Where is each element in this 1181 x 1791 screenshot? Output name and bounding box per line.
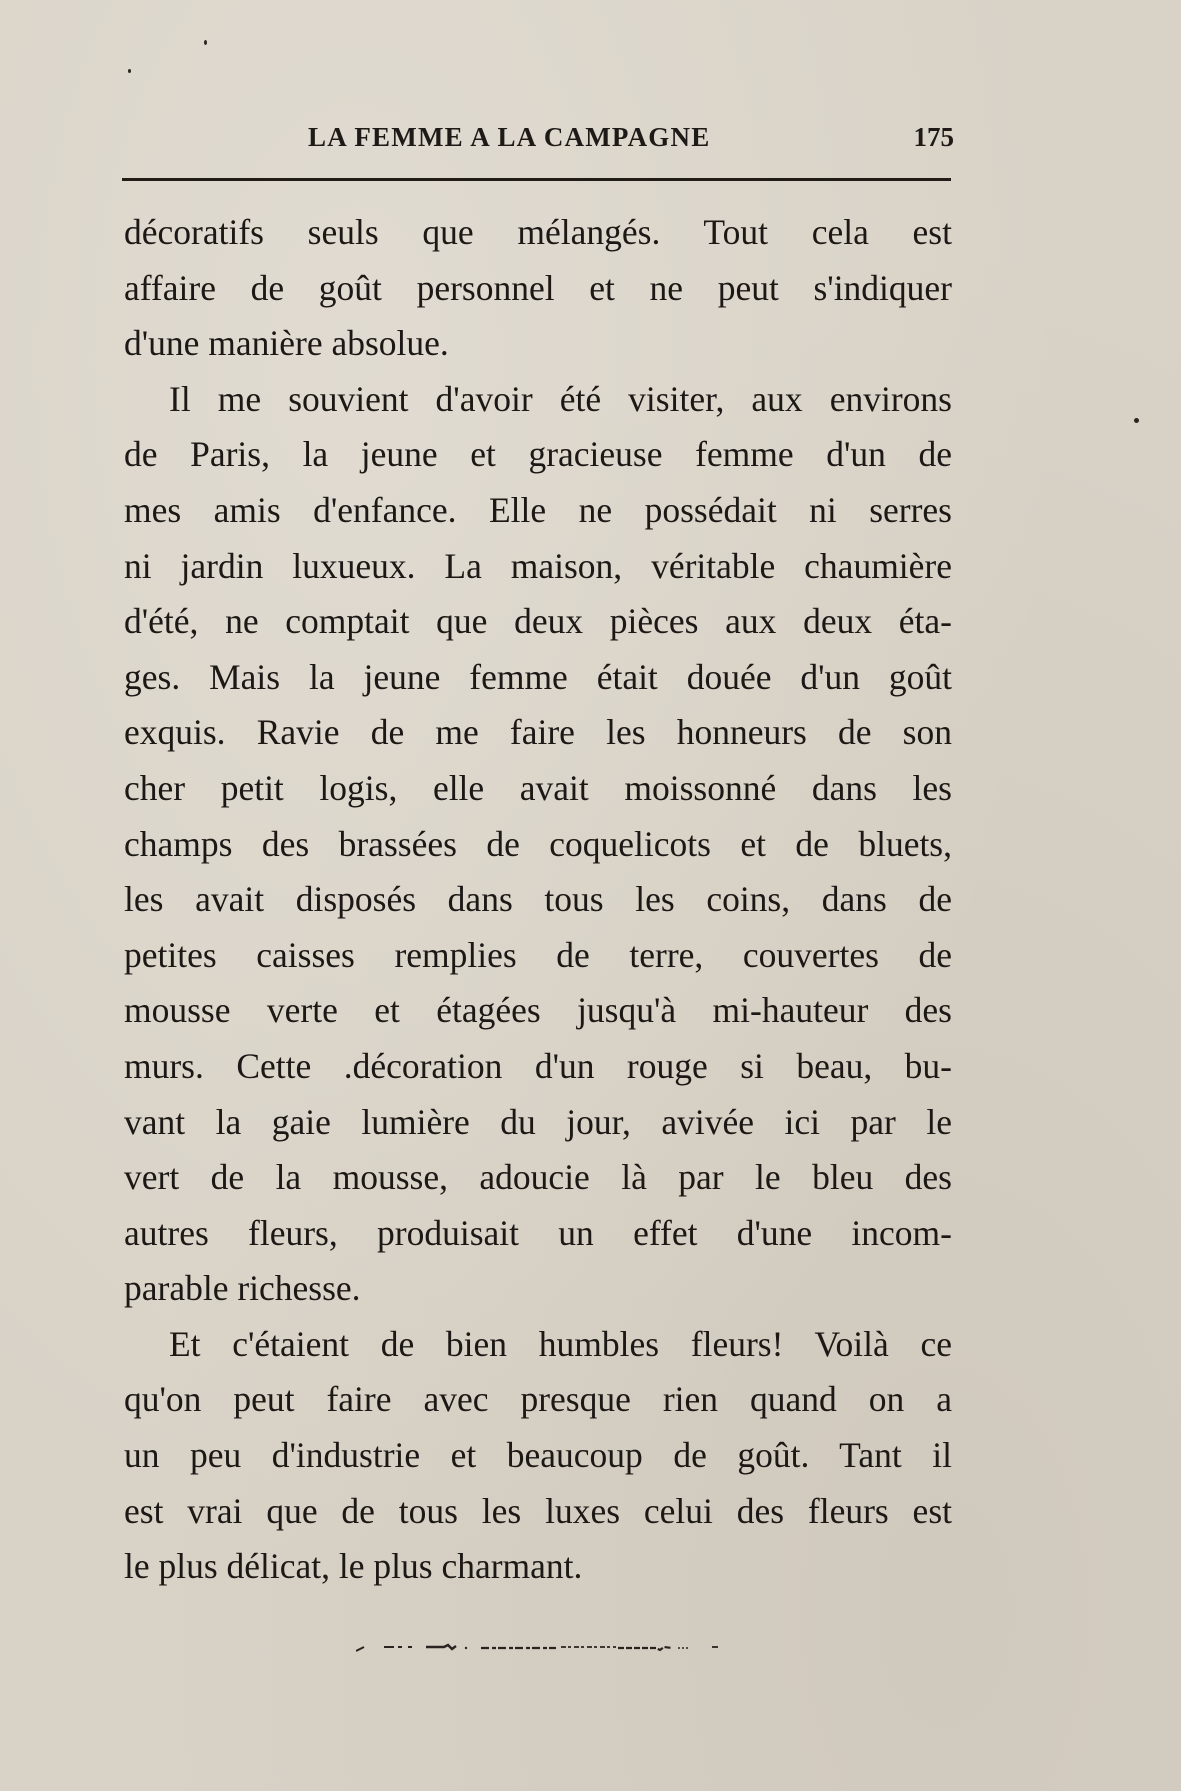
text-line: d'été, ne comptait que deux pièces aux deux éta- bbox=[124, 601, 952, 642]
text-line: les avait disposés dans tous les coins, dans de bbox=[124, 879, 952, 920]
text-line: affaire de goût personnel et ne peut s'indiquer bbox=[124, 267, 952, 308]
text-line: décoratifs seuls que mélangés. Tout cela est bbox=[124, 212, 952, 252]
text-line: parable richesse. bbox=[124, 1268, 361, 1309]
text-line: ges. Mais la jeune femme était douée d'un goût bbox=[124, 656, 952, 697]
paragraph-2 bbox=[124, 372, 952, 1317]
text-line: un peu d'industrie et beaucoup de goût. Tant il bbox=[124, 1435, 952, 1476]
paper-speck bbox=[1134, 418, 1139, 423]
text-line: autres fleurs, produisait un effet d'une incom- bbox=[124, 1212, 952, 1253]
text-line: est vrai que de tous les luxes celui des fleurs est bbox=[124, 1490, 952, 1531]
running-title: LA FEMME A LA CAMPAGNE bbox=[308, 122, 711, 152]
text-line: vant la gaie lumière du jour, avivée ici par le bbox=[124, 1101, 952, 1142]
text-line: qu'on peut faire avec presque rien quand on a bbox=[124, 1379, 952, 1420]
text-line: petites caisses remplies de terre, couvertes de bbox=[124, 934, 952, 975]
header-rule bbox=[122, 178, 951, 181]
running-head bbox=[122, 118, 954, 158]
text-line: mes amis d'enfance. Elle ne possédait ni serres bbox=[124, 489, 952, 530]
page-number: 175 bbox=[913, 122, 954, 152]
text-line: le plus délicat, le plus charmant. bbox=[124, 1546, 583, 1587]
text-line: vert de la mousse, adoucie là par le bleu des bbox=[124, 1157, 952, 1198]
text-line: de Paris, la jeune et gracieuse femme d'un de bbox=[124, 434, 952, 475]
text-line: d'une manière absolue. bbox=[124, 323, 449, 364]
text-line: ni jardin luxueux. La maison, véritable chaumière bbox=[124, 545, 952, 586]
text-line: Et c'étaient de bien humbles fleurs! Voilà ce bbox=[169, 1323, 952, 1364]
paper-speck bbox=[128, 69, 131, 73]
tail-piece-rule-icon bbox=[356, 1642, 736, 1654]
paper-speck bbox=[204, 40, 207, 45]
text-line: exquis. Ravie de me faire les honneurs de son bbox=[124, 712, 952, 753]
text-line: champs des brassées de coquelicots et de bluets, bbox=[124, 823, 952, 864]
body-text bbox=[124, 205, 952, 1595]
text-line: Il me souvient d'avoir été visiter, aux environs bbox=[169, 378, 952, 419]
text-line: mousse verte et étagées jusqu'à mi-hauteur des bbox=[124, 990, 952, 1031]
paragraph-3 bbox=[124, 1317, 952, 1595]
text-line: murs. Cette .décoration d'un rouge si beau, bu- bbox=[124, 1045, 952, 1086]
paragraph-1 bbox=[124, 205, 952, 372]
text-line: cher petit logis, elle avait moissonné dans les bbox=[124, 767, 952, 808]
